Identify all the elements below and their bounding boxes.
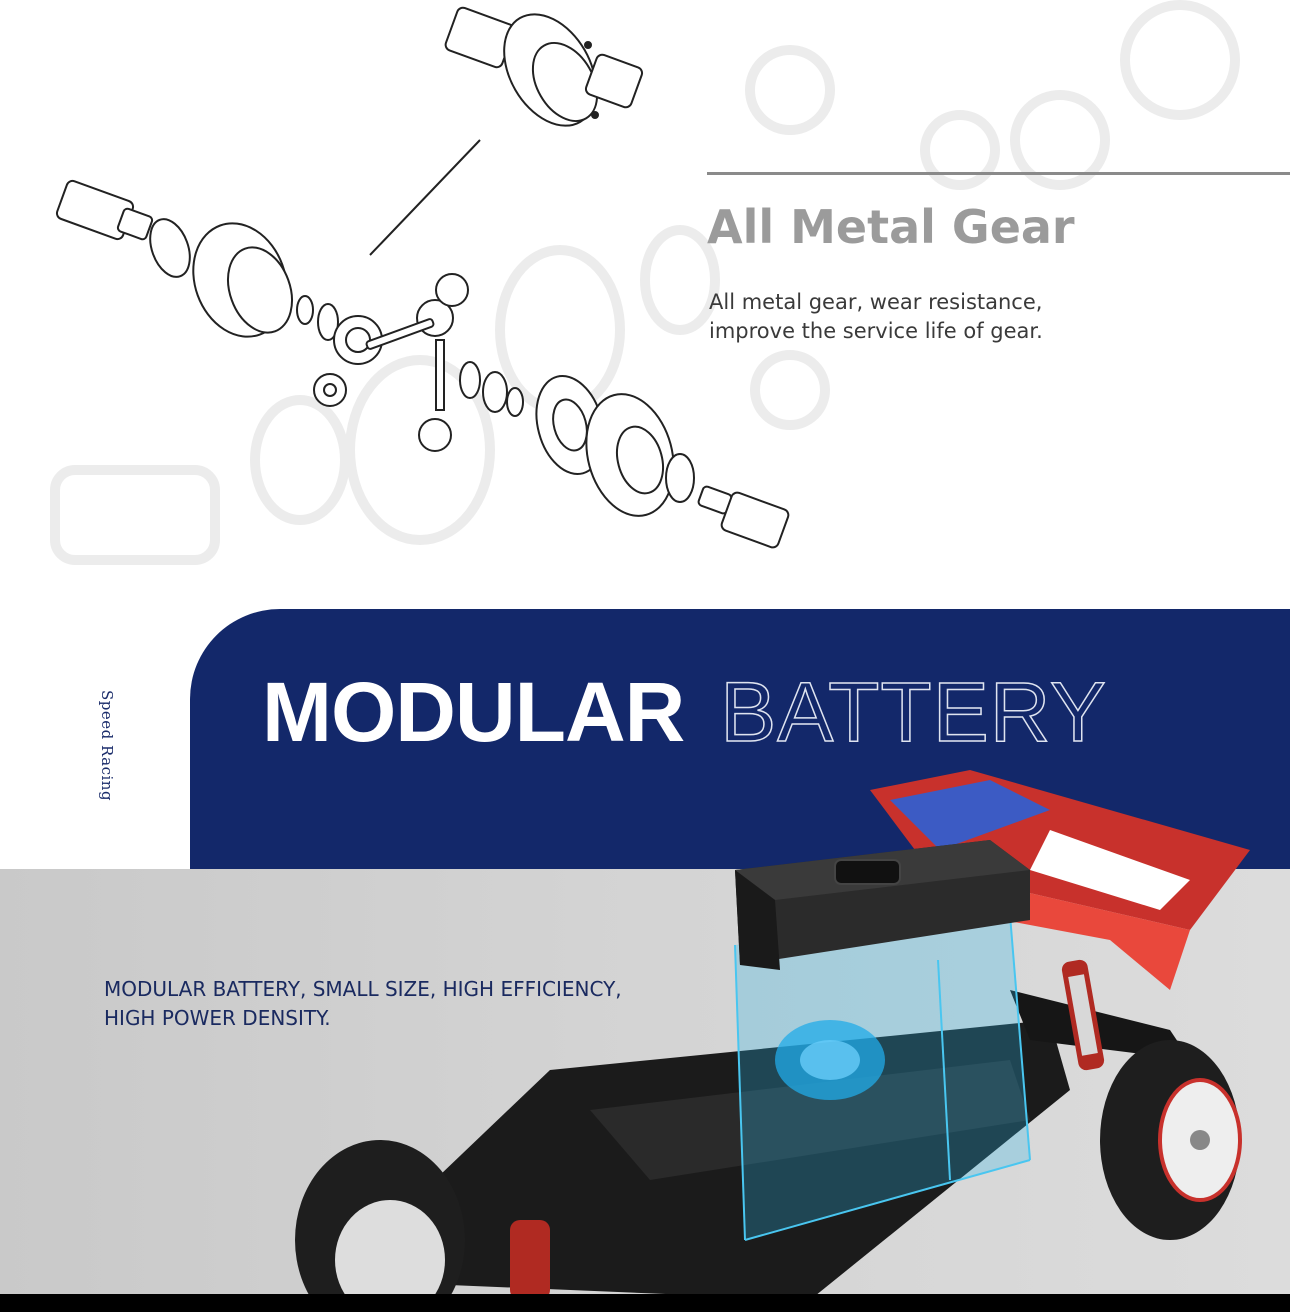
section-divider (707, 172, 1290, 175)
assembled-differential (444, 0, 644, 142)
battery-description-line-2: HIGH POWER DENSITY. (104, 1006, 331, 1030)
gear-title: All Metal Gear (707, 200, 1075, 254)
front-left-wheel (295, 1140, 465, 1300)
battery-headline (262, 664, 1107, 761)
metal-gear-section (0, 0, 1290, 600)
headline-outline-word: BATTERY (720, 665, 1107, 759)
bottom-edge (0, 1294, 1290, 1312)
battery-description-line-1: MODULAR BATTERY, SMALL SIZE, HIGH EFFICIENCY, (104, 977, 622, 1001)
gear-description-line-2: improve the service life of gear. (709, 319, 1043, 343)
gear-description-line-1: All metal gear, wear resistance, (709, 290, 1043, 314)
differential-exploded-diagram (40, 0, 800, 560)
gear-description (709, 288, 1129, 346)
side-label: Speed Racing (98, 690, 116, 802)
rc-car-illustration (290, 760, 1290, 1300)
front-right-wheel (1100, 1040, 1240, 1240)
headline-solid-word: MODULAR (262, 665, 685, 759)
